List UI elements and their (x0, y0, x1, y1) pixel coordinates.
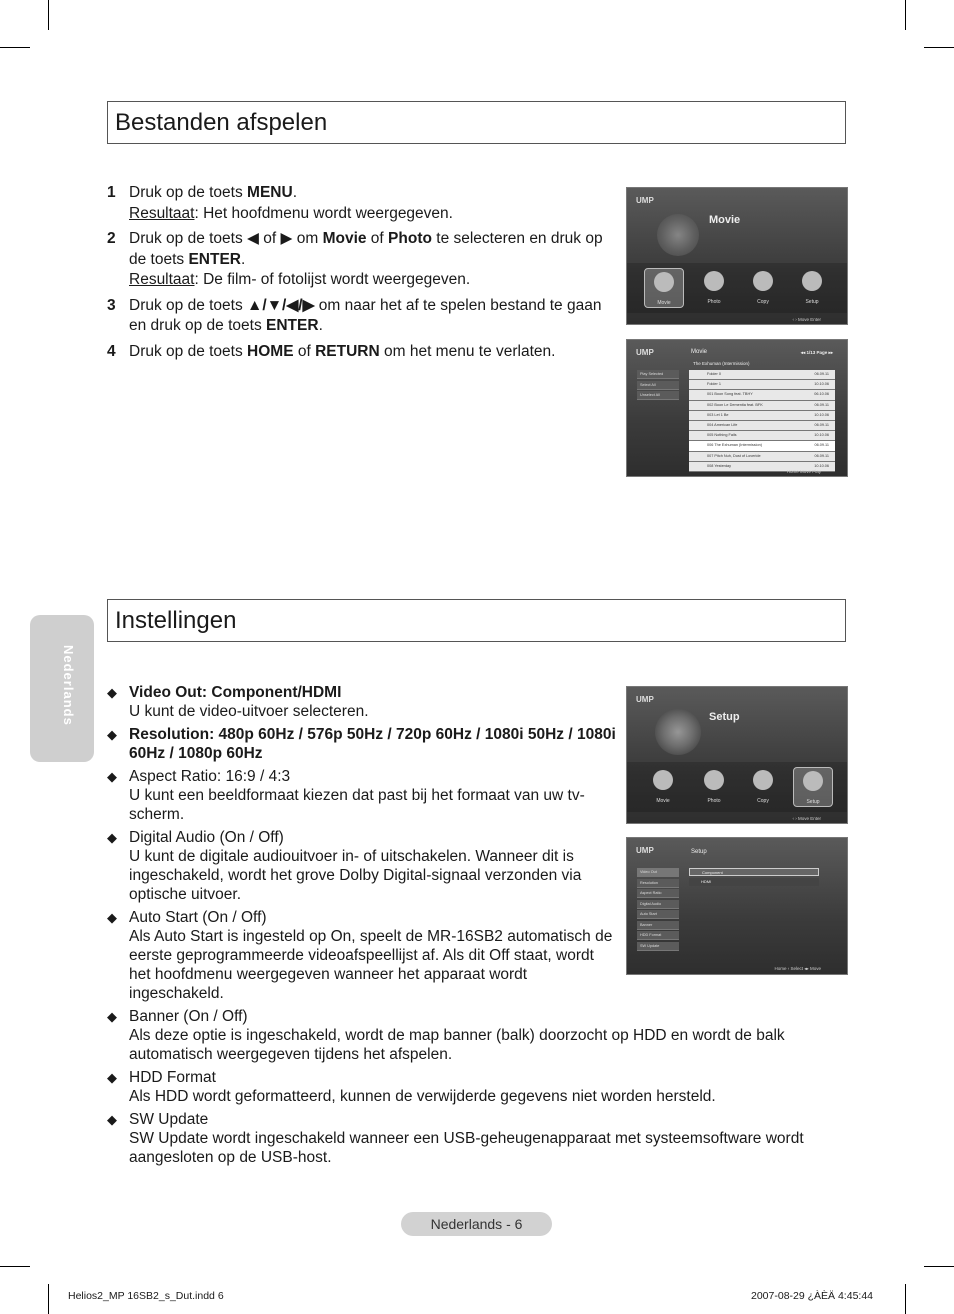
side-menu-item[interactable]: Select All (637, 381, 679, 390)
screenshot-movie-list (626, 339, 848, 477)
icon-label: Copy (757, 798, 769, 804)
key-name: ENTER (188, 250, 242, 268)
setting-description: U kunt de digitale audiouitvoer in- of uitschakelen. Wanneer dit is ingeschakeld, wordt het grove Dolby Digital-signaal verzonden via optische uitvoer. (129, 848, 582, 903)
row-name: 003 Let 1 Be (707, 412, 729, 417)
step-text: te selecteren en druk op de toets (129, 230, 603, 268)
result-text: : Het hoofdmenu wordt weergegeven. (194, 204, 453, 222)
diamond-bullet-icon: ◆ (107, 910, 117, 925)
movie-icon (644, 268, 684, 308)
setup-menu-item[interactable]: SW Update (637, 942, 679, 951)
row-name: Folder 1 (707, 382, 721, 387)
step-text: . (292, 184, 297, 201)
key-name: ENTER (266, 317, 319, 334)
setting-item (107, 767, 619, 824)
row-date: 10.10.06 (814, 433, 829, 438)
setting-description: SW Update wordt ingeschakeld wanneer een USB-geheugenapparaat met systeemsoftware wordt aangesloten op de USB-host. (129, 1130, 804, 1166)
diamond-bullet-icon: ◆ (107, 727, 117, 742)
setup-menu-item[interactable]: Resolution (637, 879, 679, 888)
setting-item (107, 1068, 817, 1106)
key-name: Movie (322, 230, 367, 247)
step-number: 3 (107, 296, 116, 314)
photo-icon (695, 268, 733, 306)
screen-footer: ‹ › Move Enter (792, 317, 821, 322)
step-3 (107, 296, 607, 337)
page-number: Nederlands - 6 (401, 1212, 552, 1236)
step-text: om het menu te verlaten. (379, 342, 556, 360)
icon-bar (627, 263, 847, 313)
option-component[interactable]: Component (689, 868, 819, 876)
key-name: Photo (388, 230, 432, 247)
diamond-bullet-icon: ◆ (107, 1070, 117, 1085)
step-number: 4 (107, 342, 116, 360)
setup-menu-item[interactable]: Aspect Ratio (637, 889, 679, 898)
setting-item (107, 1007, 817, 1064)
row-date: 06.09.11 (814, 443, 829, 448)
step-2 (107, 229, 607, 291)
side-menu-item[interactable]: Unselect All (637, 391, 679, 400)
setup-menu-item[interactable]: Video Out (637, 868, 679, 877)
step-text: . (318, 317, 323, 334)
screen-footer: ‹ › Move Enter (792, 816, 821, 821)
icon-label: Movie (657, 300, 671, 306)
file-list (689, 370, 835, 470)
row-date: 10.10.06 (814, 412, 829, 417)
setting-item (107, 1110, 817, 1167)
row-name: 008 Yesterday (707, 463, 732, 468)
icon-label: Setup (806, 799, 820, 805)
list-subtitle: The Exhuman (Intermission) (693, 361, 750, 366)
setup-menu-item[interactable]: Auto Start (637, 910, 679, 919)
setting-item (107, 908, 619, 1003)
row-date: 06.10.06 (814, 392, 829, 397)
setting-heading: Auto Start (On / Off) (129, 909, 267, 926)
screen-title: Setup (691, 849, 707, 855)
list-row[interactable] (689, 452, 835, 462)
step-4 (107, 342, 607, 363)
side-menu-item[interactable]: Play Selected (637, 370, 679, 379)
step-text: . (241, 250, 246, 268)
row-date: 06.09.11 (814, 372, 829, 376)
step-text: Druk op de toets (129, 184, 248, 201)
page-indicator: ◂◂ 1/13 Page ▸▸ (800, 350, 833, 355)
language-side-tab (30, 615, 94, 762)
setting-item (107, 828, 619, 904)
screen-title: Movie (709, 214, 741, 226)
list-side-menu (637, 370, 679, 402)
setup-side-menu (637, 868, 679, 952)
crop-mark (905, 0, 906, 30)
row-name: 002 Boon Le Dementia feat. BFK (707, 402, 763, 407)
key-name: ▲/▼/◀/▶ (247, 296, 315, 314)
setting-heading: Banner (On / Off) (129, 1008, 248, 1025)
screenshot-movie-menu (626, 187, 848, 325)
setting-description: Als HDD wordt geformatteerd, kunnen de verwijderde gegevens niet worden hersteld. (129, 1088, 716, 1105)
screen-title: Setup (709, 711, 740, 723)
list-row[interactable] (689, 441, 835, 451)
screenshot-setup-menu (626, 686, 848, 824)
setting-description: U kunt de video-uitvoer selecteren. (129, 703, 369, 720)
option-hdmi[interactable]: HDMI (689, 878, 819, 886)
copy-icon (744, 268, 782, 306)
setup-menu-item[interactable]: HDD Format (637, 931, 679, 940)
setting-item (107, 725, 619, 763)
ump-logo: UMP (636, 695, 654, 704)
row-name: 001 Boon Song feat. TBHY (707, 392, 753, 397)
key-name: MENU (247, 184, 293, 201)
row-name: Folder 0 (707, 372, 721, 376)
setup-icon (793, 767, 833, 807)
list-row[interactable] (689, 431, 835, 441)
setting-heading: Resolution: 480p 60Hz / 576p 50Hz / 720p 60Hz / 1080i 50Hz / 1080i 60Hz / 1080p 60Hz (129, 726, 616, 762)
crop-mark (48, 0, 49, 30)
step-text: of (293, 342, 316, 360)
step-text: om naar het af te spelen bestand te gaan en druk op de toets (129, 296, 602, 334)
screen-title: Movie (691, 349, 708, 355)
setting-item (107, 683, 619, 721)
list-row[interactable] (689, 411, 835, 421)
key-name: HOME (247, 342, 294, 360)
crop-mark (924, 1266, 954, 1267)
diamond-bullet-icon: ◆ (107, 769, 117, 784)
list-row[interactable] (689, 380, 835, 390)
step-text: of (366, 230, 389, 247)
setting-description: Als deze optie is ingeschakeld, wordt de map banner (balk) doorzocht op HDD en wordt de balk automatisch weergegeven tijdens het afspelen. (129, 1027, 785, 1063)
diamond-bullet-icon: ◆ (107, 830, 117, 845)
row-name: 005 Nothing Fails (707, 433, 737, 438)
step-number: 1 (107, 184, 116, 201)
movie-icon (644, 767, 682, 805)
step-text: Druk op de toets (129, 342, 248, 360)
screen-footer: Home ‹ Select ◂▸ Move (774, 966, 821, 971)
side-tab-label: Nederlands (61, 645, 76, 726)
film-reel-icon (657, 214, 699, 256)
result-text: : De film- of fotolijst wordt weergegeven. (194, 271, 471, 288)
setting-heading: Digital Audio (On / Off) (129, 829, 284, 846)
setting-heading: SW Update (129, 1111, 209, 1128)
result-label: Resultaat (129, 271, 195, 288)
ump-logo: UMP (636, 348, 654, 357)
crop-mark (905, 1284, 906, 1314)
section-title-playback: Bestanden afspelen (107, 101, 846, 144)
ump-logo: UMP (636, 846, 654, 855)
icon-bar (627, 762, 847, 812)
row-name: 004 American Life (707, 422, 738, 427)
crop-mark (924, 47, 954, 48)
setup-menu-item[interactable]: Digital Audio (637, 900, 679, 909)
diamond-bullet-icon: ◆ (107, 1009, 117, 1024)
row-date: 06.09.11 (814, 422, 829, 427)
print-footer-file: Helios2_MP 16SB2_s_Dut.indd 6 (68, 1290, 224, 1302)
result-label: Resultaat (129, 204, 195, 222)
photo-icon (695, 767, 733, 805)
setup-icon (793, 268, 831, 306)
screen-footer: Home Move Play (786, 469, 821, 474)
crop-mark (48, 1284, 49, 1314)
setting-description: U kunt een beeldformaat kiezen dat past bij het formaat van uw tv-scherm. (129, 787, 585, 823)
row-date: 10.10.06 (814, 382, 829, 387)
icon-label: Photo (707, 299, 721, 305)
gear-icon (655, 709, 701, 755)
row-date: 06.09.11 (814, 453, 829, 458)
setting-description: Als Auto Start is ingesteld op On, speelt de MR-16SB2 automatisch de eerste geprogrammeerde videoafspeellijst af. Als dit Off staat, wordt het hoofdmenu weergegeven wanneer het apparaat wordt ingeschakeld. (129, 928, 613, 1002)
row-name: 006 The Exhuman (Intermission) (707, 443, 763, 448)
step-text: Druk op de toets (129, 296, 248, 314)
row-date: 06.09.11 (814, 402, 829, 407)
crop-mark (0, 1266, 30, 1267)
setting-heading: Video Out: Component/HDMI (129, 684, 342, 701)
icon-label: Copy (757, 299, 769, 305)
print-footer-date: 2007-08-29 ¿ÀÈÄ 4:45:44 (751, 1290, 874, 1302)
section-title-settings: Instellingen (107, 599, 846, 642)
ump-logo: UMP (636, 196, 654, 205)
diamond-bullet-icon: ◆ (107, 685, 117, 700)
step-number: 2 (107, 230, 116, 247)
icon-label: Setup (805, 299, 819, 305)
key-name: RETURN (315, 342, 380, 360)
step-text: Druk op de toets ◀ of ▶ om (129, 230, 323, 247)
row-date: 10.10.06 (814, 463, 829, 468)
diamond-bullet-icon: ◆ (107, 1112, 117, 1127)
list-row[interactable] (689, 390, 835, 400)
copy-icon (744, 767, 782, 805)
setting-heading: HDD Format (129, 1069, 216, 1086)
setup-menu-item[interactable]: Banner (637, 921, 679, 930)
icon-label: Movie (656, 798, 670, 804)
screenshot-setup-options (626, 837, 848, 975)
step-1 (107, 183, 607, 224)
list-row[interactable] (689, 401, 835, 411)
icon-label: Photo (707, 798, 721, 804)
list-row[interactable] (689, 421, 835, 431)
crop-mark (0, 47, 30, 48)
setting-heading: Aspect Ratio: 16:9 / 4:3 (129, 768, 291, 785)
playback-steps (107, 183, 607, 367)
row-name: 007 Pitch Nuh, Dust of Loveride (707, 453, 761, 458)
list-row[interactable] (689, 370, 835, 380)
